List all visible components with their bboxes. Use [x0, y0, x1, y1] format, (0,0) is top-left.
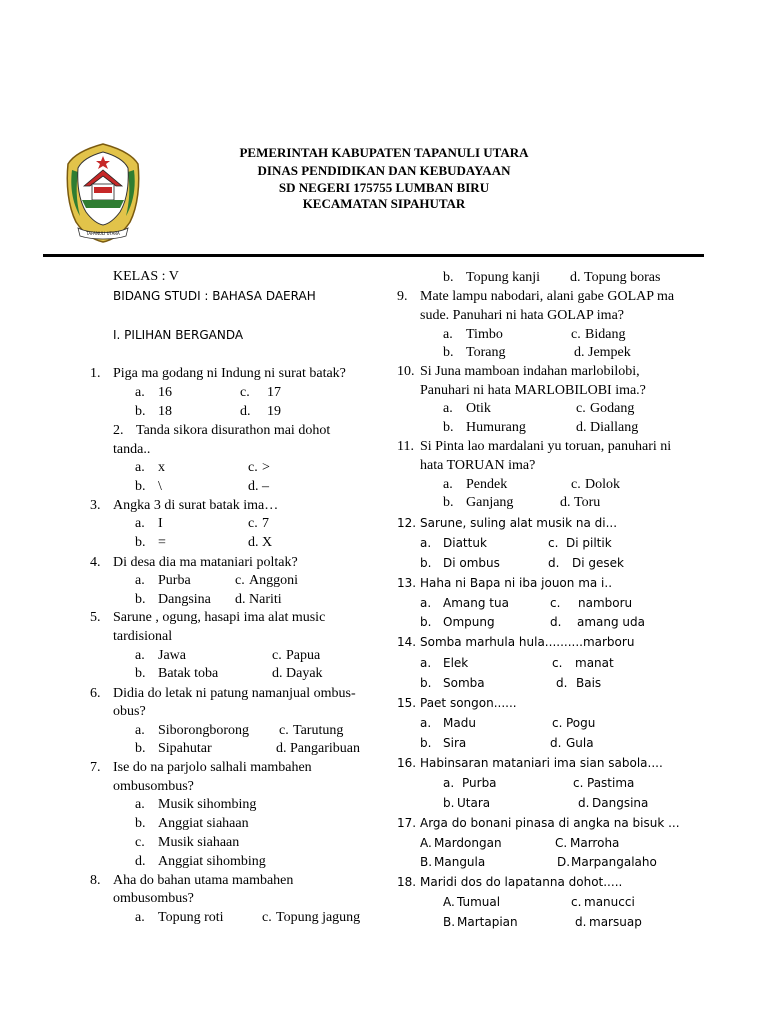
option-letter: d. — [576, 420, 587, 435]
option-letter: D. — [557, 855, 571, 869]
option-text: Topung kanji — [466, 270, 541, 285]
option-letter: b. — [135, 666, 146, 681]
option-text: Batak toba — [158, 666, 219, 681]
option-letter: d. — [248, 535, 259, 550]
option-text: 7 — [262, 516, 269, 531]
option-letter: b. — [420, 736, 432, 750]
question-text: ombusombus? — [113, 779, 194, 794]
option-letter: a. — [443, 401, 453, 416]
option-text: Bais — [576, 676, 602, 690]
option-text: Topung boras — [584, 270, 661, 285]
option-letter: b. — [420, 615, 432, 629]
option-text: 16 — [158, 385, 172, 400]
option-text: Elek — [443, 656, 469, 670]
option-letter: d. — [272, 666, 283, 681]
option-letter: a. — [135, 516, 145, 531]
option-text: amang uda — [577, 615, 646, 629]
option-letter: a. — [443, 776, 455, 790]
option-letter: B. — [420, 855, 433, 869]
option-text: Topung jagung — [276, 910, 361, 925]
option-text: Madu — [443, 716, 476, 730]
option-text: Dangsina — [592, 796, 649, 810]
option-letter: d. — [556, 676, 568, 690]
option-text: x — [158, 460, 165, 475]
question-number: 11. — [397, 439, 414, 454]
option-letter: a. — [443, 477, 453, 492]
option-letter: d. — [550, 736, 562, 750]
option-text: Marpangalaho — [571, 855, 657, 869]
option-letter: A. — [420, 836, 432, 850]
option-letter: b. — [135, 404, 146, 419]
option-text: Pangaribuan — [290, 741, 360, 756]
option-text: marsuap — [589, 915, 642, 929]
option-letter: c. — [235, 573, 245, 588]
option-letter: b. — [443, 796, 455, 810]
subject-label: BIDANG STUDI : BAHASA DAERAH — [113, 289, 316, 303]
option-letter: c. — [576, 401, 586, 416]
option-letter: C. — [555, 836, 568, 850]
option-letter: A. — [443, 895, 455, 909]
option-letter: a. — [135, 797, 145, 812]
option-text: Ganjang — [466, 495, 514, 510]
regency-emblem-logo — [64, 140, 142, 244]
option-letter: c. — [573, 776, 584, 790]
option-text: manucci — [584, 895, 635, 909]
question-text: Piga ma godang ni Indung ni surat batak? — [113, 366, 346, 381]
option-text: namboru — [578, 596, 633, 610]
option-letter: b. — [420, 676, 432, 690]
option-letter: d. — [240, 404, 251, 419]
option-text: Mangula — [434, 855, 486, 869]
option-letter: c. — [571, 477, 581, 492]
option-letter: a. — [135, 910, 145, 925]
question-text: Haha ni Bapa ni iba jouon ma i.. — [420, 576, 613, 590]
svg-text:TAPANULI UTARA: TAPANULI UTARA — [86, 231, 120, 236]
option-text: Diattuk — [443, 536, 487, 550]
option-text: Purba — [158, 573, 191, 588]
option-letter: c. — [240, 385, 250, 400]
option-letter: a. — [135, 723, 145, 738]
option-letter: b. — [420, 556, 432, 570]
option-text: Anggiat sihombing — [158, 854, 266, 869]
option-letter: d. — [248, 479, 259, 494]
question-text: Aha do bahan utama mambahen — [113, 873, 294, 888]
option-letter: c. — [548, 536, 559, 550]
question-text: Panuhari ni hata MARLOBILOBI ima.? — [420, 383, 646, 398]
option-letter: c. — [272, 648, 282, 663]
question-text: hata TORUAN ima? — [420, 458, 536, 473]
option-text: Timbo — [466, 327, 503, 342]
question-number: 4. — [90, 555, 101, 570]
option-text: Sira — [443, 736, 467, 750]
option-text: Pastima — [587, 776, 635, 790]
option-text: Jempek — [588, 345, 631, 360]
option-letter: d. — [548, 556, 560, 570]
option-text: Dangsina — [158, 592, 211, 607]
option-letter: c. — [248, 460, 258, 475]
question-text: Arga do bonani pinasa di angka na bisuk ... — [420, 816, 680, 830]
option-text: Pogu — [566, 716, 596, 730]
option-letter: d. — [276, 741, 287, 756]
question-number: 13. — [397, 576, 417, 590]
question-number: 9. — [397, 289, 408, 304]
option-letter: d. — [574, 345, 585, 360]
option-text: Dolok — [585, 477, 620, 492]
option-letter: B. — [443, 915, 456, 929]
option-letter: c. — [571, 895, 582, 909]
option-text: Topung roti — [158, 910, 224, 925]
question-number: 14. — [397, 635, 417, 649]
question-text: Maridi dos do lapatanna dohot..... — [420, 875, 623, 889]
question-text: Mate lampu nabodari, alani gabe GOLAP ma — [420, 289, 675, 304]
option-text: Anggoni — [249, 573, 298, 588]
option-letter: b. — [443, 420, 454, 435]
question-number: 7. — [90, 760, 101, 775]
header-divider — [43, 254, 704, 257]
option-text: Sipahutar — [158, 741, 212, 756]
option-letter: c. — [248, 516, 258, 531]
option-text: \ — [158, 479, 162, 494]
option-letter: c. — [550, 596, 561, 610]
question-text: sude. Panuhari ni hata GOLAP ima? — [420, 308, 624, 323]
question-number: 1. — [90, 366, 101, 381]
question-number: 5. — [90, 610, 101, 625]
option-text: Somba — [443, 676, 485, 690]
option-text: Otik — [466, 401, 491, 416]
option-text: Martapian — [457, 915, 518, 929]
question-text: Sarune, suling alat musik na di... — [420, 516, 618, 530]
option-letter: d. — [550, 615, 562, 629]
option-letter: c. — [571, 327, 581, 342]
question-text: tanda.. — [113, 442, 151, 457]
question-number: 12. — [397, 516, 417, 530]
option-text: Musik siahaan — [158, 835, 240, 850]
option-text: – — [262, 479, 269, 494]
option-text: 17 — [267, 385, 281, 400]
option-letter: b. — [135, 592, 146, 607]
option-letter: d. — [235, 592, 246, 607]
option-letter: d. — [578, 796, 590, 810]
option-letter: d. — [575, 915, 587, 929]
option-text: Dayak — [286, 666, 323, 681]
option-text: Tumual — [457, 895, 501, 909]
option-letter: b. — [135, 479, 146, 494]
question-text: Sarune , ogung, hasapi ima alat music — [113, 610, 326, 625]
option-letter: b. — [443, 345, 454, 360]
option-text: Diallang — [590, 420, 639, 435]
option-letter: a. — [420, 596, 432, 610]
question-text: Didia do letak ni patung namanjual ombus- — [113, 686, 356, 701]
question-text: obus? — [113, 704, 146, 719]
option-text: Siborongborong — [158, 723, 249, 738]
question-text: Ise do na parjolo salhali mambahen — [113, 760, 312, 775]
question-text: Habinsaran mataniari ima sian sabola.... — [420, 756, 663, 770]
question-number: 2. — [113, 423, 124, 438]
option-text: Pendek — [466, 477, 508, 492]
option-text: Gula — [566, 736, 594, 750]
question-text: Somba marhula hula..........marboru — [420, 635, 635, 649]
class-label: KELAS : V — [113, 269, 179, 284]
header-line-government: PEMERINTAH KABUPATEN TAPANULI UTARA — [239, 145, 529, 160]
option-text: Tarutung — [293, 723, 344, 738]
option-letter: b. — [443, 270, 454, 285]
question-text: ombusombus? — [113, 891, 194, 906]
option-letter: b. — [135, 816, 146, 831]
option-text: Torang — [466, 345, 506, 360]
option-letter: d. — [560, 495, 571, 510]
question-text: Tanda sikora disurathon mai dohot — [136, 423, 331, 438]
option-text: manat — [575, 656, 614, 670]
header-line-school: SD NEGERI 175755 LUMBAN BIRU — [278, 180, 490, 195]
option-text: Ompung — [443, 615, 495, 629]
header-line-district: KECAMATAN SIPAHUTAR — [302, 196, 466, 211]
option-letter: d. — [570, 270, 581, 285]
option-text: Bidang — [585, 327, 626, 342]
question-number: 17. — [397, 816, 417, 830]
option-text: Utara — [457, 796, 491, 810]
option-letter: a. — [135, 385, 145, 400]
option-letter: a. — [420, 716, 432, 730]
option-text: Di piltik — [566, 536, 612, 550]
option-letter: c. — [552, 716, 563, 730]
option-text: Amang tua — [443, 596, 509, 610]
option-letter: a. — [135, 648, 145, 663]
question-text: Si Juna mamboan indahan marlobilobi, — [420, 364, 640, 379]
header-line-department: DINAS PENDIDIKAN DAN KEBUDAYAAN — [257, 163, 511, 178]
option-text: Nariti — [249, 592, 282, 607]
question-text: Di desa dia ma mataniari poltak? — [113, 555, 298, 570]
question-text: Angka 3 di surat batak ima… — [113, 498, 279, 513]
option-letter: c. — [279, 723, 289, 738]
option-text: Jawa — [158, 648, 186, 663]
option-letter: c. — [262, 910, 272, 925]
option-text: Godang — [590, 401, 635, 416]
option-text: = — [158, 535, 166, 550]
option-letter: d. — [135, 854, 146, 869]
option-text: Anggiat siahaan — [158, 816, 249, 831]
option-letter: c. — [552, 656, 563, 670]
question-text: tardisional — [113, 629, 173, 644]
question-number: 3. — [90, 498, 101, 513]
option-letter: a. — [135, 573, 145, 588]
option-letter: b. — [135, 741, 146, 756]
option-letter: a. — [135, 460, 145, 475]
option-text: Mardongan — [434, 836, 502, 850]
option-text: Purba — [462, 776, 497, 790]
option-letter: a. — [420, 536, 432, 550]
section-title: I. PILIHAN BERGANDA — [113, 328, 244, 342]
question-number: 15. — [397, 696, 417, 710]
option-letter: c. — [135, 835, 145, 850]
question-text: Si Pinta lao mardalani yu toruan, panuhari ni — [420, 439, 672, 454]
option-text: 19 — [267, 404, 281, 419]
option-letter: a. — [420, 656, 432, 670]
question-number: 18. — [397, 875, 417, 889]
question-number: 6. — [90, 686, 101, 701]
option-text: Marroha — [570, 836, 620, 850]
option-text: X — [262, 535, 273, 550]
option-text: Toru — [574, 495, 601, 510]
question-text: Paet songon...... — [420, 696, 517, 710]
option-letter: a. — [443, 327, 453, 342]
option-letter: b. — [443, 495, 454, 510]
question-number: 10. — [397, 364, 415, 379]
option-text: Di gesek — [572, 556, 624, 570]
option-text: > — [262, 460, 270, 475]
option-text: Humurang — [466, 420, 526, 435]
option-text: Papua — [286, 648, 321, 663]
question-number: 8. — [90, 873, 101, 888]
option-text: Musik sihombing — [158, 797, 257, 812]
option-text: I — [158, 516, 163, 531]
option-text: Di ombus — [443, 556, 500, 570]
question-number: 16. — [397, 756, 417, 770]
option-letter: b. — [135, 535, 146, 550]
option-text: 18 — [158, 404, 172, 419]
